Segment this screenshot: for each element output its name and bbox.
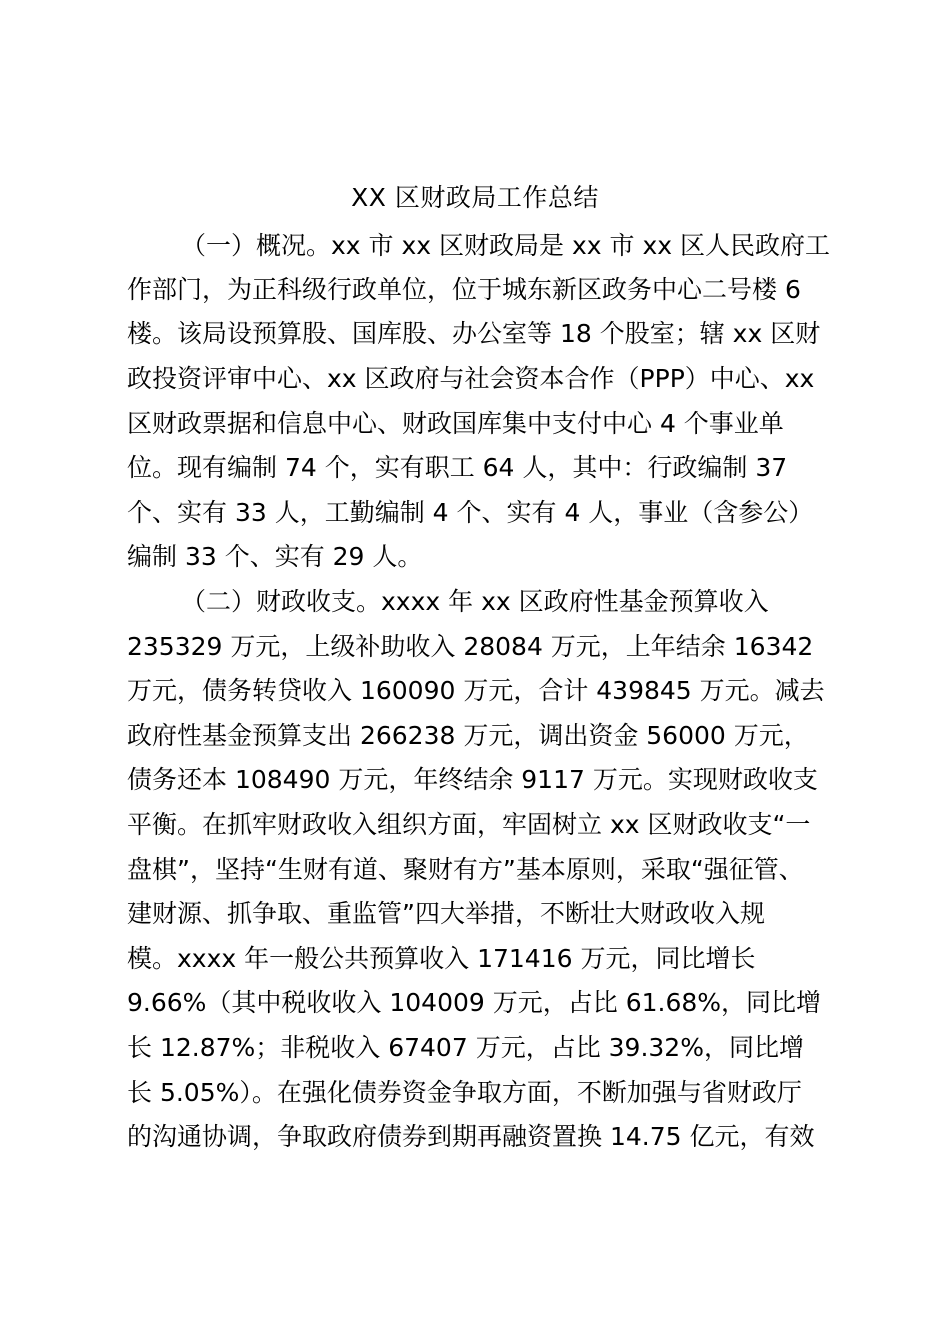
document-title: XX 区财政局工作总结: [351, 183, 599, 212]
paragraph-line: 建财源、抓争取、重监管”四大举措，不断壮大财政收入规: [127, 899, 765, 928]
paragraph-line: 区财政票据和信息中心、财政国库集中支付中心 4 个事业单: [127, 409, 784, 438]
paragraph-line: 长 12.87%；非税收入 67407 万元，占比 39.32%，同比增: [127, 1033, 804, 1062]
paragraph-line: 个、实有 33 人，工勤编制 4 个、实有 4 人，事业（含参公）: [127, 498, 814, 527]
paragraph-line: （一）概况。xx 市 xx 区财政局是 xx 市 xx 区人民政府工: [181, 231, 830, 260]
paragraph-line: 编制 33 个、实有 29 人。: [127, 542, 423, 571]
paragraph-line: 235329 万元，上级补助收入 28084 万元，上年结余 16342: [127, 632, 814, 661]
paragraph-line: 的沟通协调，争取政府债券到期再融资置换 14.75 亿元，有效: [127, 1122, 815, 1151]
paragraph-line: 位。现有编制 74 个，实有职工 64 人，其中：行政编制 37: [127, 453, 788, 482]
paragraph-line: 政府性基金预算支出 266238 万元，调出资金 56000 万元，: [127, 721, 809, 750]
paragraph-line: 政投资评审中心、xx 区政府与社会资本合作（PPP）中心、xx: [127, 364, 815, 393]
paragraph-line: （二）财政收支。xxxx 年 xx 区政府性基金预算收入: [181, 587, 769, 616]
paragraph-line: 9.66%（其中税收收入 104009 万元，占比 61.68%，同比增: [127, 988, 822, 1017]
paragraph-line: 长 5.05%）。在强化债券资金争取方面，不断加强与省财政厅: [127, 1078, 802, 1107]
paragraph-line: 模。xxxx 年一般公共预算收入 171416 万元，同比增长: [127, 944, 756, 973]
paragraph-line: 平衡。在抓牢财政收入组织方面，牢固树立 xx 区财政收支“一: [127, 810, 811, 839]
paragraph-line: 楼。该局设预算股、国库股、办公室等 18 个股室；辖 xx 区财: [127, 319, 821, 348]
paragraph-line: 盘棋”，坚持“生财有道、聚财有方”基本原则，采取“强征管、: [127, 855, 804, 884]
paragraph-line: 债务还本 108490 万元，年终结余 9117 万元。实现财政收支: [127, 765, 818, 794]
paragraph-line: 作部门，为正科级行政单位，位于城东新区政务中心二号楼 6: [127, 275, 801, 304]
paragraph-line: 万元，债务转贷收入 160090 万元，合计 439845 万元。减去: [127, 676, 825, 705]
